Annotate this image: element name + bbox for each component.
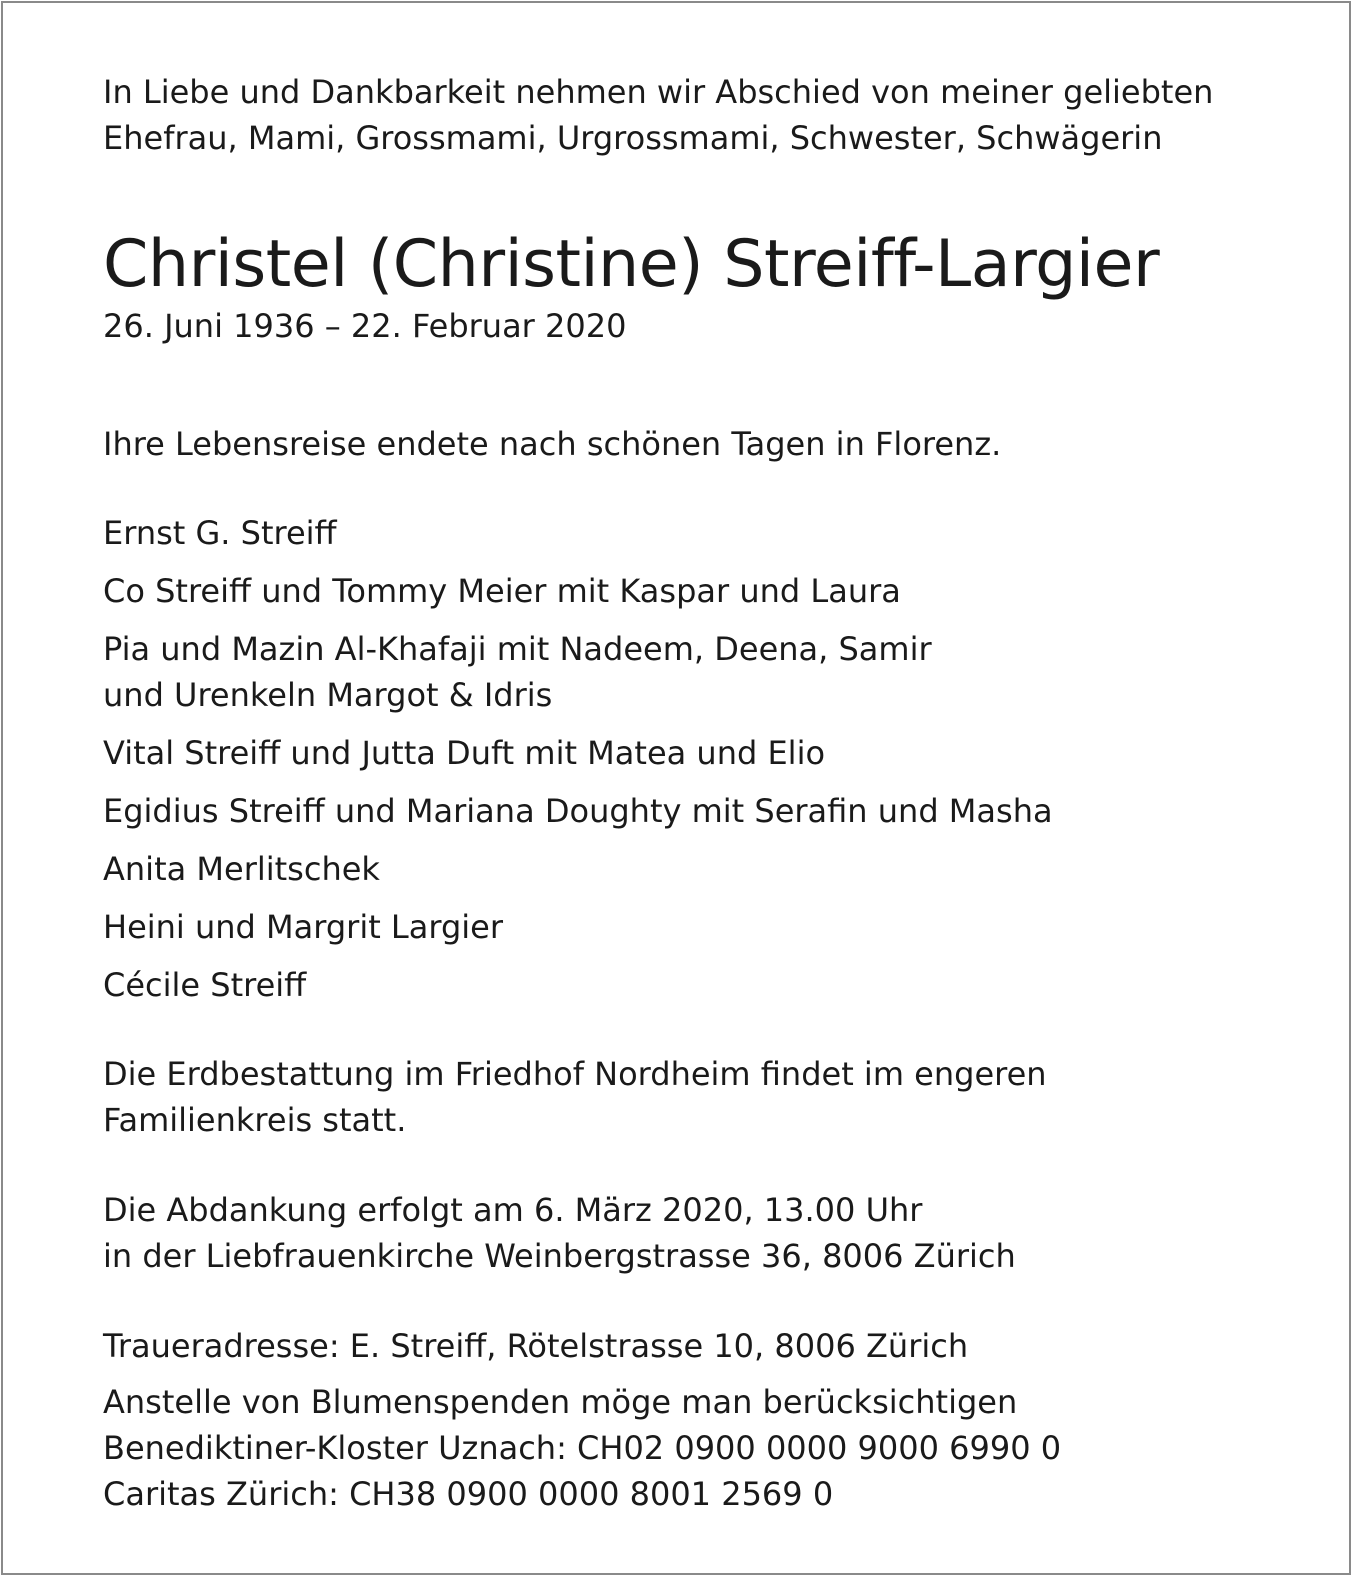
deceased-name: Christel (Christine) Streiff-Largier: [103, 227, 1160, 302]
family-member-line: Cécile Streiff: [103, 966, 307, 1004]
family-member-line: Egidius Streiff und Mariana Doughty mit Serafin und Masha: [103, 792, 1053, 830]
burial-line: Die Erdbestattung im Friedhof Nordheim findet im engeren: [103, 1055, 1047, 1093]
family-member: [103, 730, 1053, 776]
family-member: [103, 846, 1053, 892]
burial-notice: [103, 1051, 1047, 1143]
family-member: [103, 510, 1053, 556]
obituary-frame: [1, 1, 1351, 1575]
burial-line: Familienkreis statt.: [103, 1101, 407, 1139]
family-member-line: Ernst G. Streiff: [103, 514, 337, 552]
donations-notice: [103, 1379, 1061, 1517]
family-member-line: Vital Streiff und Jutta Duft mit Matea und Elio: [103, 734, 826, 772]
service-line: Die Abdankung erfolgt am 6. März 2020, 13.00 Uhr: [103, 1191, 923, 1229]
intro-line: Ehefrau, Mami, Grossmami, Urgrossmami, Schwester, Schwägerin: [103, 119, 1163, 157]
family-member-line: und Urenkeln Margot & Idris: [103, 676, 553, 714]
family-member: [103, 962, 1053, 1008]
family-member: [103, 626, 1053, 718]
family-member-line: Co Streiff und Tommy Meier mit Kaspar und Laura: [103, 572, 901, 610]
donation-line: Caritas Zürich: CH38 0900 0000 8001 2569 0: [103, 1475, 834, 1513]
family-member: [103, 568, 1053, 614]
intro-text: [103, 69, 1213, 161]
family-member-line: Anita Merlitschek: [103, 850, 380, 888]
donation-line: Anstelle von Blumenspenden möge man berücksichtigen: [103, 1383, 1018, 1421]
family-member-line: Pia und Mazin Al-Khafaji mit Nadeem, Deena, Samir: [103, 630, 932, 668]
mourning-address: Traueradresse: E. Streiff, Rötelstrasse 10, 8006 Zürich: [103, 1327, 969, 1365]
donation-line: Benediktiner-Kloster Uznach: CH02 0900 0000 9000 6990 0: [103, 1429, 1062, 1467]
service-notice: [103, 1187, 1016, 1279]
family-member-line: Heini und Margrit Largier: [103, 908, 503, 946]
family-member: [103, 788, 1053, 834]
journey-text: Ihre Lebensreise endete nach schönen Tagen in Florenz.: [103, 425, 1002, 463]
life-dates: 26. Juni 1936 – 22. Februar 2020: [103, 307, 627, 345]
family-member: [103, 904, 1053, 950]
family-list: [103, 510, 1053, 1020]
service-line: in der Liebfrauenkirche Weinbergstrasse 36, 8006 Zürich: [103, 1237, 1016, 1275]
intro-line: In Liebe und Dankbarkeit nehmen wir Abschied von meiner geliebten: [103, 73, 1214, 111]
